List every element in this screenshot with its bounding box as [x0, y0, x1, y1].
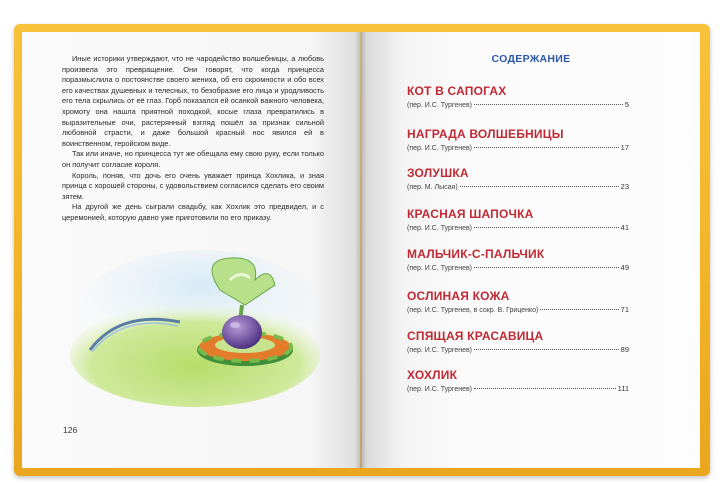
toc-entry-translator: (пер. И.С. Тургенев)	[407, 225, 473, 232]
toc-entry-translator: (пер. И.С. Тургенев)	[407, 347, 473, 354]
toc-entry-title: СПЯЩАЯ КРАСАВИЦА	[407, 329, 544, 343]
toc-entry-title: КРАСНАЯ ШАПОЧКА	[407, 207, 534, 221]
toc-entry	[407, 84, 629, 109]
toc-entry-page: 23	[620, 182, 629, 191]
toc-entry	[407, 166, 629, 191]
toc-entry	[407, 247, 629, 272]
toc-entry-translator: (пер. И.С. Тургенев, в сокр. В. Гриценко)	[407, 307, 539, 314]
toc-entry-title: НАГРАДА ВОЛШЕБНИЦЫ	[407, 127, 564, 141]
toc-entry-translator: (пер. И.С. Тургенев)	[407, 102, 473, 109]
story-paragraph: Иные историки утверждают, что не чародейство волшебницы, а любовь произвела это превращение. Они говорят, что когда принцесса поразмыслила о постоянстве своего жениха, об его скромности и обо всех его качествах душевных и телесных, то безобразие его лица и уродливость его тела скрылись от её глаз. Горб показался ей осанкой важного человека, хромоту она нашла приятной походкой, косые глаза превратились в выразительные очи, растерянный взгляд пошёл за признак сильной любовной страсти, и даже большой красный нос явился ей в воинственном, геройском виде.	[62, 54, 324, 148]
toc-entry	[407, 207, 629, 232]
toc-entry	[407, 368, 629, 393]
story-paragraph: На другой же день сыграли свадьбу, как Хохлик это предвидел, и с церемонией, которую давно уже приготовили по его приказу.	[62, 202, 324, 222]
toc-leader-dots	[474, 227, 619, 228]
toc-entry-page: 49	[620, 263, 629, 272]
toc-entry-page: 89	[620, 345, 629, 354]
toc-entry-title: ОСЛИНАЯ КОЖА	[407, 289, 510, 303]
toc-entry-title: МАЛЬЧИК-С-ПАЛЬЧИК	[407, 247, 545, 261]
toc-entry	[407, 289, 629, 314]
toc-entry-page: 41	[620, 223, 629, 232]
toc-entry-title: ЗОЛУШКА	[407, 166, 469, 180]
toc-leader-dots	[540, 309, 618, 310]
toc-leader-dots	[474, 147, 619, 148]
toc-entry-translator: (пер. И.С. Тургенев)	[407, 265, 473, 272]
toc-entry-translator: (пер. М. Лысая)	[407, 184, 458, 191]
toc-entry-translator: (пер. И.С. Тургенев)	[407, 145, 473, 152]
page-number: 126	[63, 425, 78, 435]
toc-leader-dots	[474, 267, 619, 268]
toc-entry-title: ХОХЛИК	[407, 368, 458, 382]
toc-leader-dots	[474, 104, 623, 105]
toc-entry-page: 111	[617, 384, 629, 393]
story-paragraph: Король, поняв, что дочь его очень уважает принца Хохлика, и зная принца с хорошей стороны, с удовольствием согласился сделать его своим зятем.	[62, 170, 324, 201]
toc-title: СОДЕРЖАНИЕ	[491, 53, 571, 65]
story-paragraph: Так или иначе, но принцесса тут же обещала ему свою руку, если только он получит согласие короля.	[62, 149, 324, 169]
book-spine	[356, 32, 366, 468]
toc-entry-translator: (пер. И.С. Тургенев)	[407, 386, 473, 393]
toc-entry-title: КОТ В САПОГАХ	[407, 84, 507, 98]
toc-entry-page: 71	[620, 305, 629, 314]
toc-entry-page: 17	[620, 143, 629, 152]
story-illustration	[70, 250, 330, 410]
toc-entry	[407, 329, 629, 354]
toc-entry-page: 5	[624, 100, 629, 109]
toc-entry	[407, 127, 629, 152]
toc-leader-dots	[474, 349, 619, 350]
toc-leader-dots	[460, 186, 619, 187]
story-text	[62, 54, 324, 224]
toc-leader-dots	[474, 388, 616, 389]
